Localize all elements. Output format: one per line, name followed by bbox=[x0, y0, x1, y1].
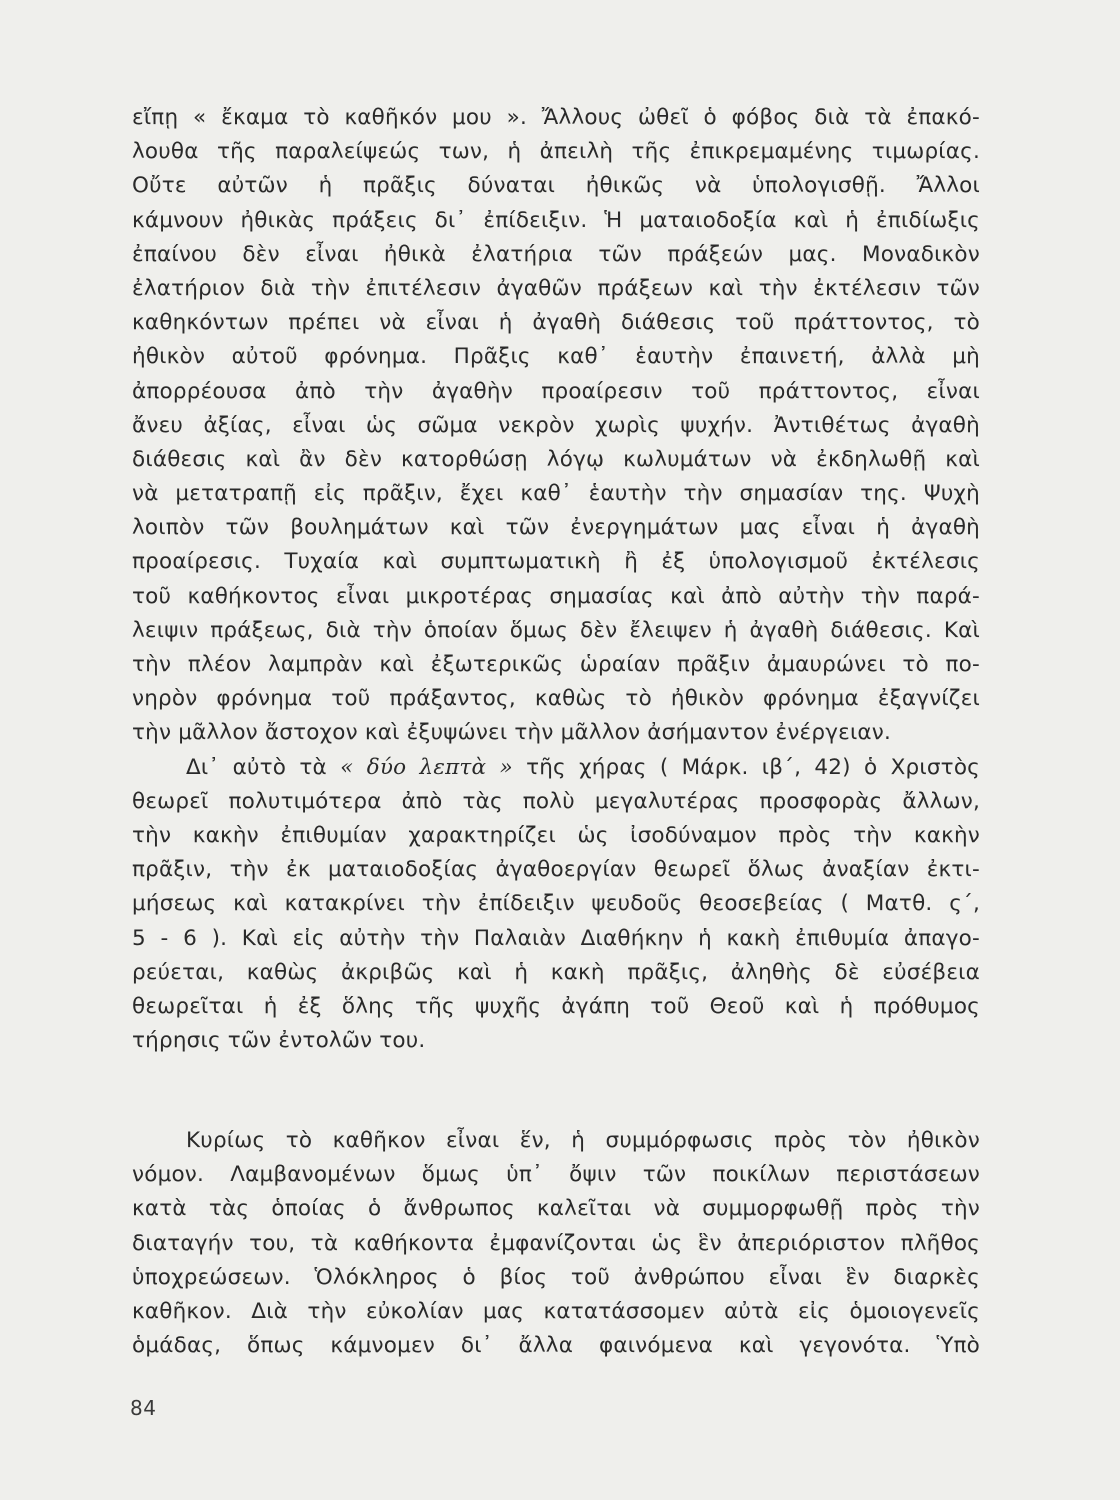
text-line: καθῆκον. Διὰ τὴν εὐκολίαν μας κατατάσσομεν αὐτὰ εἰς ὁμοιογενεῖς bbox=[132, 1298, 980, 1324]
text-segment: Δι᾽ αὐτὸ τὰ bbox=[186, 754, 341, 780]
text-line: ρεύεται, καθὼς ἀκριβῶς καὶ ἡ κακὴ πρᾶξις, ἀληθὴς δὲ εὐσέβεια bbox=[132, 959, 980, 985]
text-line: θεωρεῖται ἡ ἐξ ὅλης τῆς ψυχῆς ἀγάπη τοῦ Θεοῦ καὶ ἡ πρόθυμος bbox=[132, 993, 980, 1019]
text-line: διάθεσις καὶ ἂν δὲν κατορθώσῃ λόγῳ κωλυμάτων νὰ ἐκδηλωθῇ καὶ bbox=[132, 446, 980, 472]
text-line: νόμον. Λαμβανομένων ὅμως ὑπ᾽ ὄψιν τῶν ποικίλων περιστάσεων bbox=[132, 1162, 980, 1188]
text-line: νηρὸν φρόνημα τοῦ πράξαντος, καθὼς τὸ ἠθικὸν φρόνημα ἐξαγνίζει bbox=[132, 686, 980, 712]
text-line: τὴν μᾶλλον ἄστοχον καὶ ἐξυψώνει τὴν μᾶλλον ἀσήμαντον ἐνέργειαν. bbox=[132, 720, 892, 746]
text-line: ἐπαίνου δὲν εἶναι ἠθικὰ ἐλατήρια τῶν πράξεών μας. Μοναδικὸν bbox=[132, 241, 980, 267]
text-line: λειψιν πράξεως, διὰ τὴν ὁποίαν ὅμως δὲν ἔλειψεν ἡ ἀγαθὴ διάθεσις. Καὶ bbox=[132, 617, 980, 643]
text-line: ἀπορρέουσα ἀπὸ τὴν ἀγαθὴν προαίρεσιν τοῦ πράττοντος, εἶναι bbox=[132, 378, 980, 404]
text-line: 5 - 6 ). Καὶ εἰς αὐτὴν τὴν Παλαιὰν Διαθήκην ἡ κακὴ ἐπιθυμία ἀπαγο- bbox=[132, 925, 980, 951]
text-line: πρᾶξιν, τὴν ἐκ ματαιοδοξίας ἀγαθοεργίαν θεωρεῖ ὅλως ἀναξίαν ἐκτι- bbox=[132, 857, 980, 883]
text-line: ὑποχρεώσεων. Ὁλόκληρος ὁ βίος τοῦ ἀνθρώπου εἶναι ἓν διαρκὲς bbox=[132, 1264, 980, 1290]
text-line bbox=[132, 751, 980, 785]
main-text-continued bbox=[132, 1124, 980, 1363]
text-line: τοῦ καθήκοντος εἶναι μικροτέρας σημασίας καὶ ἀπὸ αὐτὴν τὴν παρά- bbox=[132, 583, 980, 609]
text-line: κατὰ τὰς ὁποίας ὁ ἄνθρωπος καλεῖται νὰ συμμορφωθῇ πρὸς τὴν bbox=[132, 1196, 980, 1222]
text-line: Κυρίως τὸ καθῆκον εἶναι ἕν, ἡ συμμόρφωσις πρὸς τὸν ἠθικὸν bbox=[186, 1128, 980, 1153]
italic-quote: « δύο λεπτὰ » bbox=[340, 754, 513, 780]
page-number: 84 bbox=[130, 1396, 157, 1420]
text-line: λουθα τῆς παραλείψεώς των, ἡ ἀπειλὴ τῆς ἐπικρεμαμένης τιμωρίας. bbox=[132, 139, 980, 165]
text-line: κάμνουν ἠθικὰς πράξεις δι᾽ ἐπίδειξιν. Ἡ ματαιοδοξία καὶ ἡ ἐπιδίωξις bbox=[132, 207, 980, 233]
text-line: τὴν κακὴν ἐπιθυμίαν χαρακτηρίζει ὡς ἰσοδύναμον πρὸς τὴν κακὴν bbox=[132, 822, 980, 848]
text-line: θεωρεῖ πολυτιμότερα ἀπὸ τὰς πολὺ μεγαλυτέρας προσφορὰς ἄλλων, bbox=[132, 788, 980, 814]
text-line: τὴν πλέον λαμπρὰν καὶ ἐξωτερικῶς ὡραίαν πρᾶξιν ἀμαυρώνει τὸ πο- bbox=[132, 652, 980, 677]
text-line: λοιπὸν τῶν βουλημάτων καὶ τῶν ἐνεργημάτων μας εἶναι ἡ ἀγαθὴ bbox=[132, 515, 980, 541]
text-line: καθηκόντων πρέπει νὰ εἶναι ἡ ἀγαθὴ διάθεσις τοῦ πράττοντος, τὸ bbox=[132, 310, 980, 336]
text-line: νὰ μετατραπῇ εἰς πρᾶξιν, ἔχει καθ᾽ ἑαυτὴν τὴν σημασίαν της. Ψυχὴ bbox=[132, 481, 980, 507]
text-line: τήρησις τῶν ἐντολῶν του. bbox=[132, 1028, 426, 1054]
main-text bbox=[132, 101, 980, 1058]
text-line: Οὔτε αὐτῶν ἡ πρᾶξις δύναται ἠθικῶς νὰ ὑπολογισθῇ. Ἄλλοι bbox=[132, 173, 980, 199]
text-line: προαίρεσις. Τυχαία καὶ συμπτωματικὴ ἢ ἐξ ὑπολογισμοῦ ἐκτέλεσις bbox=[132, 549, 980, 575]
text-line: ἄνευ ἀξίας, εἶναι ὡς σῶμα νεκρὸν χωρὶς ψυχήν. Ἀντιθέτως ἀγαθὴ bbox=[132, 412, 980, 438]
text-line: ἐλατήριον διὰ τὴν ἐπιτέλεσιν ἀγαθῶν πράξεων καὶ τὴν ἐκτέλεσιν τῶν bbox=[132, 275, 980, 301]
text-line: διαταγήν του, τὰ καθήκοντα ἐμφανίζονται ὡς ἓν ἀπεριόριστον πλῆθος bbox=[132, 1230, 980, 1256]
text-line: ὁμάδας, ὅπως κάμνομεν δι᾽ ἄλλα φαινόμενα καὶ γεγονότα. Ὑπὸ bbox=[132, 1333, 980, 1359]
text-line: μήσεως καὶ κατακρίνει τὴν ἐπίδειξιν ψευδοῦς θεοσεβείας ( Ματθ. ς΄, bbox=[132, 891, 980, 917]
text-line: εἴπῃ « ἔκαμα τὸ καθῆκόν μου ». Ἄλλους ὠθεῖ ὁ φόβος διὰ τὰ ἐπακό- bbox=[132, 105, 980, 130]
text-segment: τῆς χήρας ( Μάρκ. ιβ΄, 42) ὁ Χριστὸς bbox=[512, 754, 980, 780]
text-line: ἠθικὸν αὐτοῦ φρόνημα. Πρᾶξις καθ᾽ ἑαυτὴν ἐπαινετή, ἀλλὰ μὴ bbox=[132, 344, 980, 370]
